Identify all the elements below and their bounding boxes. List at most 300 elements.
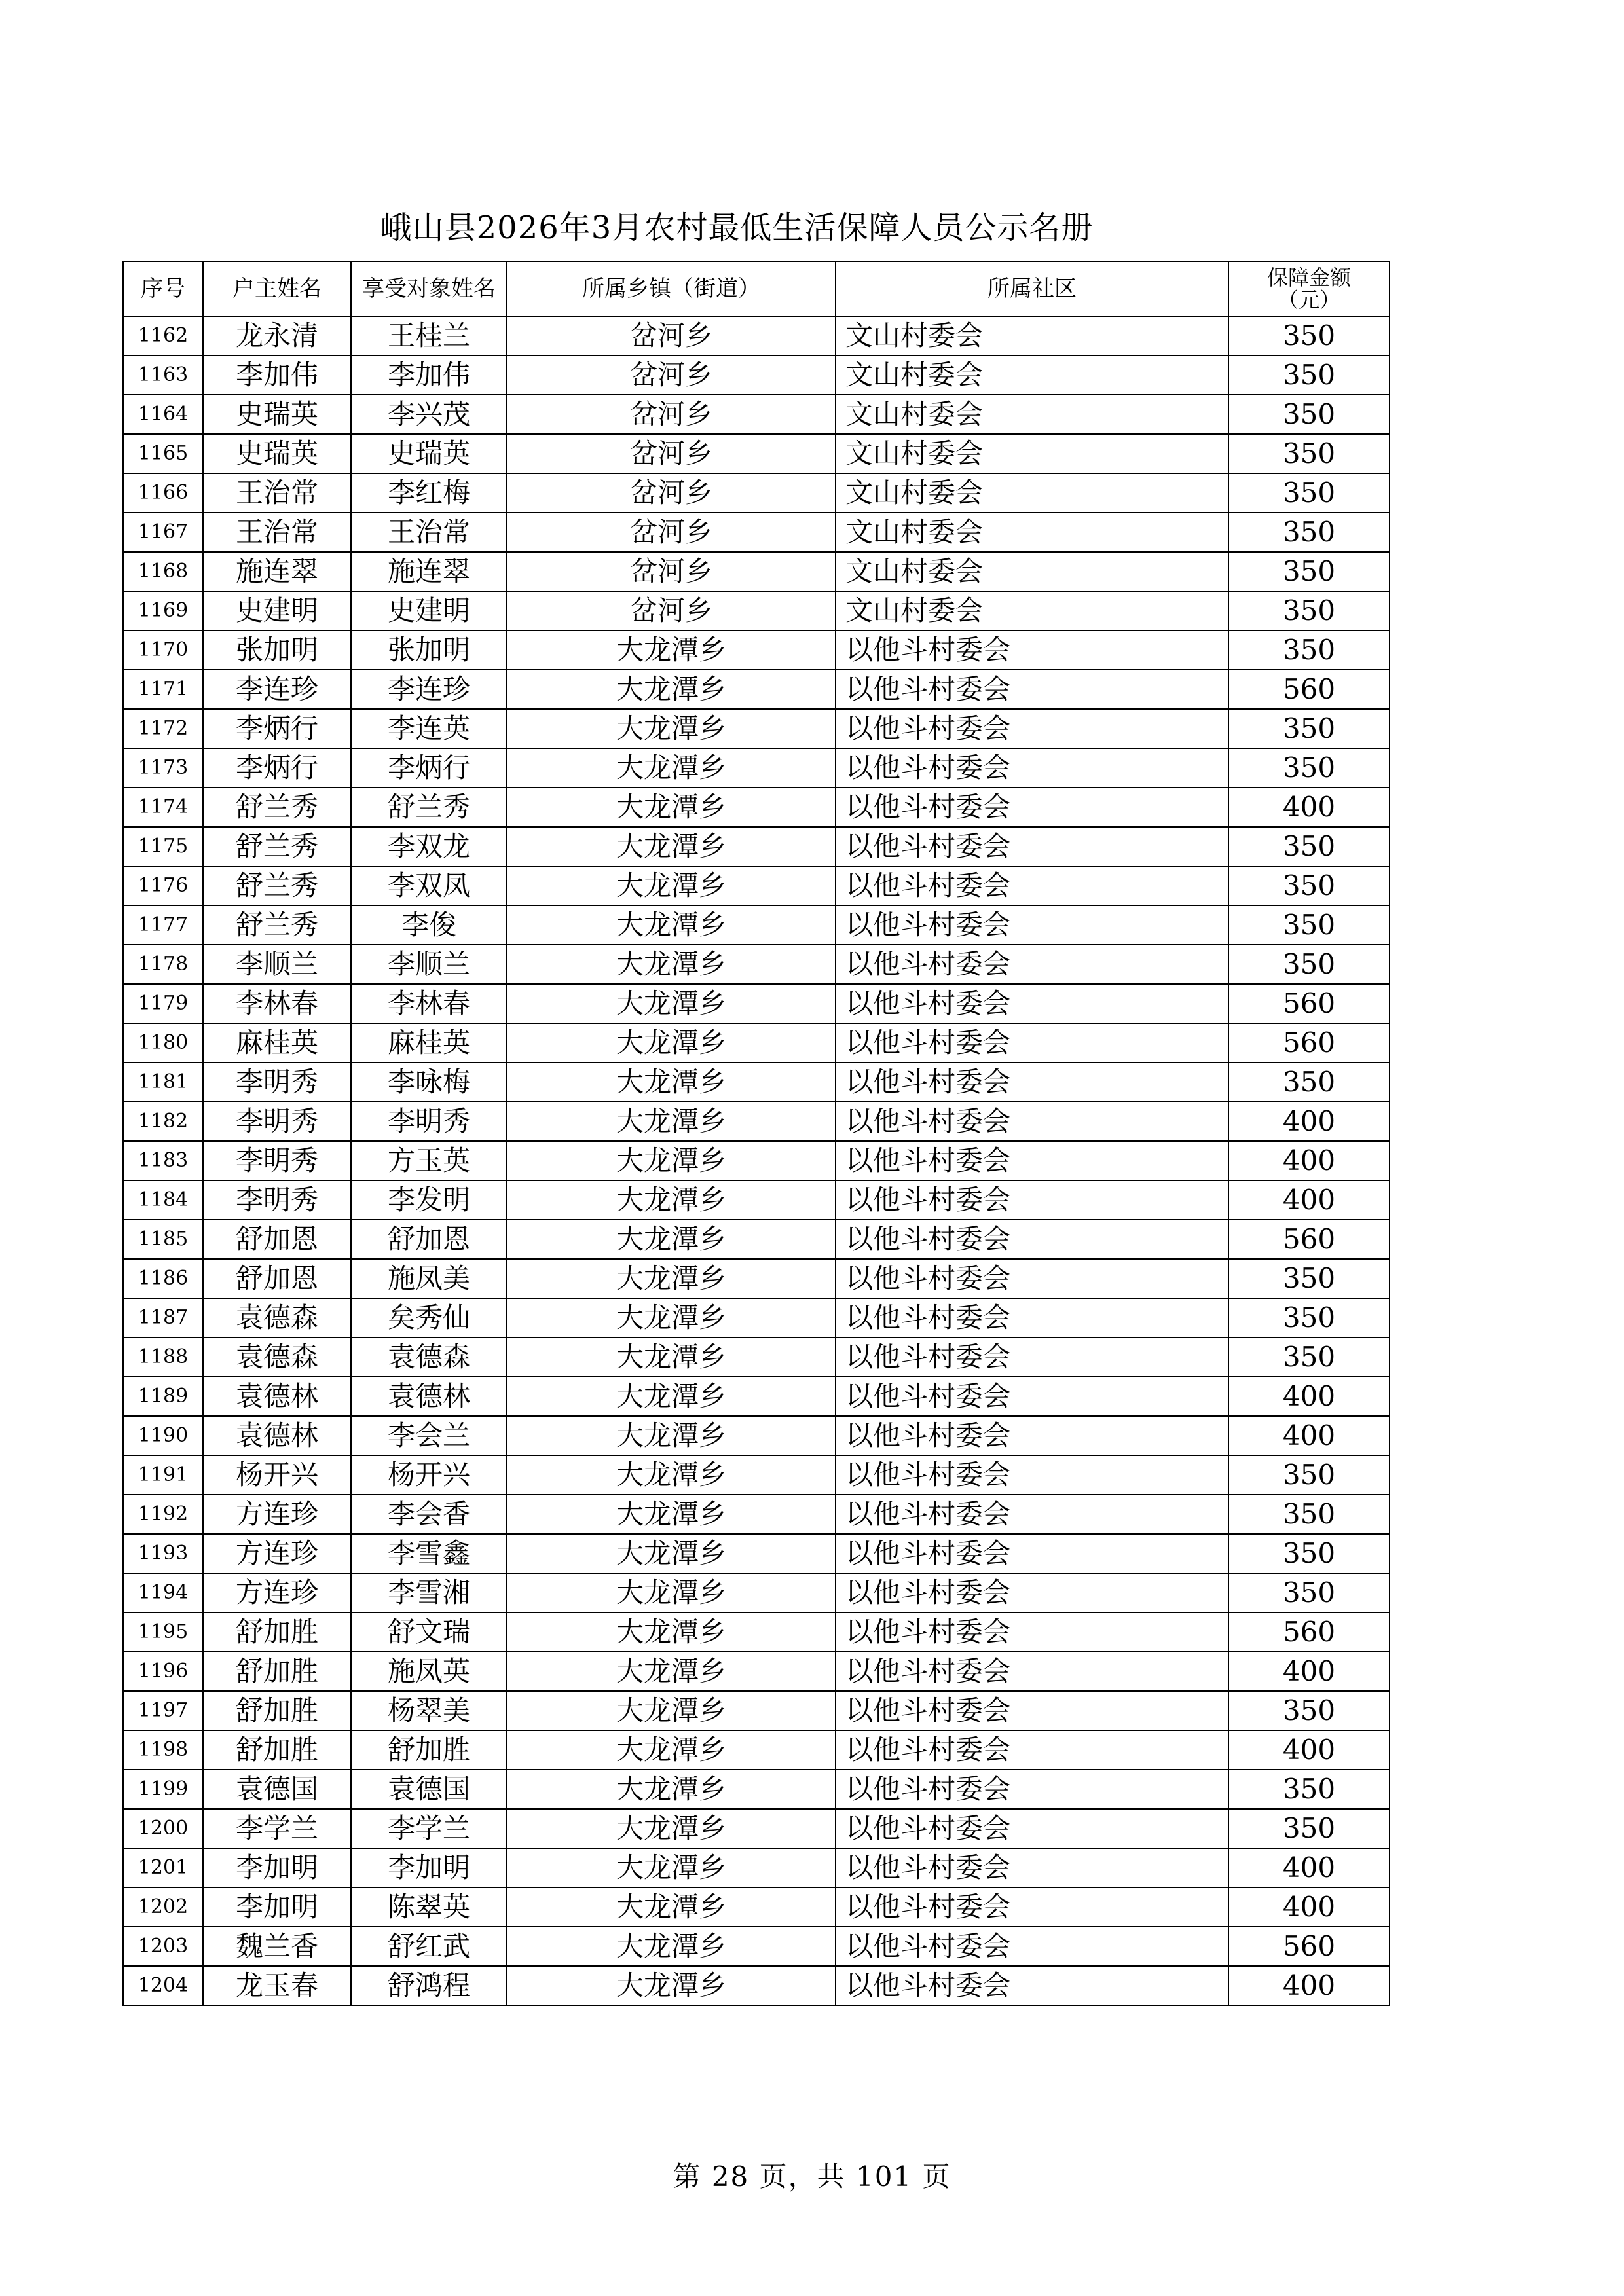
cell-beneficiary: 李炳行: [351, 748, 507, 788]
cell-beneficiary: 矣秀仙: [351, 1298, 507, 1338]
cell-amount: 400: [1228, 788, 1390, 827]
cell-householder: 袁德国: [203, 1770, 351, 1809]
cell-beneficiary: 施连翠: [351, 552, 507, 591]
table-row: [123, 1770, 1390, 1809]
cell-community: 以他斗村委会: [836, 984, 1228, 1023]
cell-amount: 400: [1228, 1848, 1390, 1887]
cell-community: 以他斗村委会: [836, 1377, 1228, 1416]
cell-householder: 袁德森: [203, 1338, 351, 1377]
cell-index: 1179: [123, 984, 203, 1023]
cell-householder: 李炳行: [203, 709, 351, 748]
table-row: [123, 1023, 1390, 1063]
table-row: [123, 1691, 1390, 1730]
cell-beneficiary: 李双龙: [351, 827, 507, 866]
cell-town: 岔河乡: [507, 473, 836, 513]
cell-community: 以他斗村委会: [836, 1613, 1228, 1652]
cell-town: 大龙潭乡: [507, 1220, 836, 1259]
table-row: [123, 1377, 1390, 1416]
table-row: [123, 1887, 1390, 1927]
cell-community: 以他斗村委会: [836, 748, 1228, 788]
header-index: 序号: [123, 261, 203, 316]
cell-householder: 李连珍: [203, 670, 351, 709]
cell-community: 以他斗村委会: [836, 1848, 1228, 1887]
cell-town: 大龙潭乡: [507, 1770, 836, 1809]
cell-index: 1185: [123, 1220, 203, 1259]
cell-amount: 560: [1228, 1613, 1390, 1652]
cell-community: 以他斗村委会: [836, 1141, 1228, 1180]
cell-index: 1173: [123, 748, 203, 788]
cell-index: 1183: [123, 1141, 203, 1180]
cell-index: 1181: [123, 1063, 203, 1102]
cell-beneficiary: 舒加恩: [351, 1220, 507, 1259]
cell-amount: 560: [1228, 1220, 1390, 1259]
cell-index: 1168: [123, 552, 203, 591]
cell-town: 大龙潭乡: [507, 905, 836, 945]
cell-town: 岔河乡: [507, 316, 836, 355]
cell-town: 大龙潭乡: [507, 1023, 836, 1063]
cell-beneficiary: 方玉英: [351, 1141, 507, 1180]
cell-amount: 400: [1228, 1652, 1390, 1691]
cell-beneficiary: 李加明: [351, 1848, 507, 1887]
cell-community: 文山村委会: [836, 355, 1228, 395]
cell-amount: 350: [1228, 552, 1390, 591]
cell-town: 大龙潭乡: [507, 1730, 836, 1770]
cell-index: 1204: [123, 1966, 203, 2005]
cell-beneficiary: 李明秀: [351, 1102, 507, 1141]
cell-householder: 张加明: [203, 630, 351, 670]
cell-beneficiary: 李连珍: [351, 670, 507, 709]
table-row: [123, 670, 1390, 709]
cell-community: 以他斗村委会: [836, 1023, 1228, 1063]
cell-community: 以他斗村委会: [836, 1180, 1228, 1220]
table-row: [123, 748, 1390, 788]
cell-amount: 350: [1228, 827, 1390, 866]
cell-community: 以他斗村委会: [836, 1652, 1228, 1691]
cell-town: 大龙潭乡: [507, 1927, 836, 1966]
cell-community: 以他斗村委会: [836, 1416, 1228, 1455]
cell-amount: 400: [1228, 1887, 1390, 1927]
table-row: [123, 1298, 1390, 1338]
cell-beneficiary: 李会香: [351, 1495, 507, 1534]
cell-town: 大龙潭乡: [507, 1887, 836, 1927]
cell-town: 岔河乡: [507, 395, 836, 434]
cell-beneficiary: 张加明: [351, 630, 507, 670]
cell-community: 以他斗村委会: [836, 1966, 1228, 2005]
cell-index: 1166: [123, 473, 203, 513]
cell-amount: 560: [1228, 1927, 1390, 1966]
cell-amount: 350: [1228, 1573, 1390, 1613]
cell-town: 大龙潭乡: [507, 1691, 836, 1730]
cell-amount: 350: [1228, 1809, 1390, 1848]
cell-town: 岔河乡: [507, 513, 836, 552]
cell-beneficiary: 杨翠美: [351, 1691, 507, 1730]
table-row: [123, 1534, 1390, 1573]
cell-amount: 400: [1228, 1377, 1390, 1416]
cell-amount: 350: [1228, 355, 1390, 395]
cell-householder: 方连珍: [203, 1573, 351, 1613]
cell-householder: 袁德森: [203, 1298, 351, 1338]
cell-beneficiary: 李兴茂: [351, 395, 507, 434]
cell-householder: 杨开兴: [203, 1455, 351, 1495]
cell-index: 1167: [123, 513, 203, 552]
table-row: [123, 1495, 1390, 1534]
cell-householder: 舒加胜: [203, 1613, 351, 1652]
cell-town: 大龙潭乡: [507, 984, 836, 1023]
cell-amount: 350: [1228, 630, 1390, 670]
cell-town: 岔河乡: [507, 552, 836, 591]
cell-index: 1175: [123, 827, 203, 866]
table-row: [123, 473, 1390, 513]
cell-beneficiary: 李连英: [351, 709, 507, 748]
cell-amount: 400: [1228, 1141, 1390, 1180]
page-title: 峨山县2026年3月农村最低生活保障人员公示名册: [380, 210, 1094, 246]
cell-town: 大龙潭乡: [507, 1495, 836, 1534]
cell-community: 以他斗村委会: [836, 1691, 1228, 1730]
roster-table: [122, 261, 1390, 2006]
cell-community: 文山村委会: [836, 473, 1228, 513]
table-row: [123, 552, 1390, 591]
cell-householder: 李林春: [203, 984, 351, 1023]
cell-town: 大龙潭乡: [507, 1809, 836, 1848]
table-row: [123, 630, 1390, 670]
cell-amount: 350: [1228, 748, 1390, 788]
cell-householder: 李学兰: [203, 1809, 351, 1848]
cell-householder: 史瑞英: [203, 434, 351, 473]
cell-town: 大龙潭乡: [507, 1180, 836, 1220]
cell-beneficiary: 施凤英: [351, 1652, 507, 1691]
cell-beneficiary: 袁德国: [351, 1770, 507, 1809]
cell-beneficiary: 史建明: [351, 591, 507, 630]
cell-amount: 350: [1228, 1338, 1390, 1377]
cell-householder: 舒加胜: [203, 1730, 351, 1770]
cell-town: 大龙潭乡: [507, 1338, 836, 1377]
cell-amount: 350: [1228, 1691, 1390, 1730]
cell-index: 1193: [123, 1534, 203, 1573]
cell-town: 大龙潭乡: [507, 670, 836, 709]
cell-amount: 350: [1228, 316, 1390, 355]
cell-amount: 350: [1228, 591, 1390, 630]
cell-beneficiary: 舒鸿程: [351, 1966, 507, 2005]
cell-amount: 400: [1228, 1416, 1390, 1455]
cell-amount: 400: [1228, 1102, 1390, 1141]
cell-householder: 袁德林: [203, 1377, 351, 1416]
cell-town: 大龙潭乡: [507, 1613, 836, 1652]
table-row: [123, 355, 1390, 395]
cell-householder: 李炳行: [203, 748, 351, 788]
cell-amount: 350: [1228, 1455, 1390, 1495]
cell-householder: 舒兰秀: [203, 788, 351, 827]
header-row: [123, 261, 1390, 316]
table-row: [123, 395, 1390, 434]
cell-community: 以他斗村委会: [836, 1259, 1228, 1298]
cell-index: 1174: [123, 788, 203, 827]
cell-householder: 魏兰香: [203, 1927, 351, 1966]
cell-town: 大龙潭乡: [507, 1259, 836, 1298]
cell-index: 1171: [123, 670, 203, 709]
table-row: [123, 316, 1390, 355]
table-row: [123, 984, 1390, 1023]
cell-amount: 560: [1228, 984, 1390, 1023]
cell-householder: 龙玉春: [203, 1966, 351, 2005]
cell-beneficiary: 史瑞英: [351, 434, 507, 473]
cell-community: 以他斗村委会: [836, 945, 1228, 984]
table-row: [123, 1809, 1390, 1848]
cell-householder: 李加明: [203, 1848, 351, 1887]
cell-community: 文山村委会: [836, 552, 1228, 591]
cell-index: 1197: [123, 1691, 203, 1730]
cell-index: 1163: [123, 355, 203, 395]
table-row: [123, 1416, 1390, 1455]
cell-index: 1189: [123, 1377, 203, 1416]
cell-beneficiary: 李红梅: [351, 473, 507, 513]
cell-town: 大龙潭乡: [507, 1455, 836, 1495]
cell-town: 大龙潭乡: [507, 1966, 836, 2005]
table-row: [123, 1180, 1390, 1220]
cell-community: 以他斗村委会: [836, 1730, 1228, 1770]
cell-index: 1165: [123, 434, 203, 473]
cell-beneficiary: 李学兰: [351, 1809, 507, 1848]
cell-index: 1186: [123, 1259, 203, 1298]
cell-householder: 龙永清: [203, 316, 351, 355]
cell-amount: 350: [1228, 513, 1390, 552]
cell-community: 以他斗村委会: [836, 1298, 1228, 1338]
cell-beneficiary: 陈翠英: [351, 1887, 507, 1927]
cell-beneficiary: 李顺兰: [351, 945, 507, 984]
table-row: [123, 1063, 1390, 1102]
cell-community: 以他斗村委会: [836, 1809, 1228, 1848]
table-row: [123, 1102, 1390, 1141]
cell-index: 1180: [123, 1023, 203, 1063]
cell-index: 1194: [123, 1573, 203, 1613]
cell-householder: 舒兰秀: [203, 827, 351, 866]
cell-community: 文山村委会: [836, 316, 1228, 355]
cell-town: 大龙潭乡: [507, 709, 836, 748]
cell-amount: 350: [1228, 1534, 1390, 1573]
cell-community: 以他斗村委会: [836, 1770, 1228, 1809]
cell-community: 文山村委会: [836, 513, 1228, 552]
cell-householder: 李加明: [203, 1887, 351, 1927]
cell-householder: 李加伟: [203, 355, 351, 395]
cell-amount: 400: [1228, 1180, 1390, 1220]
cell-householder: 袁德林: [203, 1416, 351, 1455]
cell-householder: 施连翠: [203, 552, 351, 591]
page-footer: 第 28 页，共 101 页: [673, 2160, 951, 2193]
cell-amount: 350: [1228, 434, 1390, 473]
cell-householder: 王治常: [203, 513, 351, 552]
cell-amount: 350: [1228, 1259, 1390, 1298]
cell-community: 以他斗村委会: [836, 1102, 1228, 1141]
cell-beneficiary: 麻桂英: [351, 1023, 507, 1063]
table-row: [123, 1141, 1390, 1180]
cell-town: 岔河乡: [507, 434, 836, 473]
cell-beneficiary: 王桂兰: [351, 316, 507, 355]
cell-amount: 350: [1228, 1063, 1390, 1102]
table-header: [123, 261, 1390, 316]
cell-amount: 350: [1228, 1495, 1390, 1534]
cell-town: 大龙潭乡: [507, 1652, 836, 1691]
cell-index: 1182: [123, 1102, 203, 1141]
cell-town: 大龙潭乡: [507, 1298, 836, 1338]
table-row: [123, 1613, 1390, 1652]
cell-index: 1172: [123, 709, 203, 748]
cell-amount: 560: [1228, 1023, 1390, 1063]
cell-community: 以他斗村委会: [836, 1220, 1228, 1259]
header-beneficiary: 享受对象姓名: [351, 261, 507, 316]
cell-town: 大龙潭乡: [507, 945, 836, 984]
cell-index: 1176: [123, 866, 203, 905]
cell-community: 以他斗村委会: [836, 827, 1228, 866]
table-row: [123, 434, 1390, 473]
table-row: [123, 1652, 1390, 1691]
cell-householder: 舒兰秀: [203, 866, 351, 905]
cell-beneficiary: 舒加胜: [351, 1730, 507, 1770]
cell-index: 1177: [123, 905, 203, 945]
cell-community: 以他斗村委会: [836, 1573, 1228, 1613]
cell-beneficiary: 施凤美: [351, 1259, 507, 1298]
header-amount-line2: （元）: [1277, 287, 1340, 312]
cell-beneficiary: 李加伟: [351, 355, 507, 395]
table-row: [123, 827, 1390, 866]
cell-town: 大龙潭乡: [507, 1534, 836, 1573]
cell-amount: 400: [1228, 1966, 1390, 2005]
cell-beneficiary: 舒红武: [351, 1927, 507, 1966]
cell-town: 岔河乡: [507, 355, 836, 395]
cell-beneficiary: 李双凤: [351, 866, 507, 905]
table-row: [123, 1259, 1390, 1298]
cell-town: 岔河乡: [507, 591, 836, 630]
cell-beneficiary: 李会兰: [351, 1416, 507, 1455]
cell-community: 以他斗村委会: [836, 1455, 1228, 1495]
cell-index: 1169: [123, 591, 203, 630]
cell-beneficiary: 李雪鑫: [351, 1534, 507, 1573]
cell-community: 以他斗村委会: [836, 1063, 1228, 1102]
cell-amount: 350: [1228, 1298, 1390, 1338]
cell-town: 大龙潭乡: [507, 748, 836, 788]
cell-householder: 王治常: [203, 473, 351, 513]
cell-householder: 李明秀: [203, 1141, 351, 1180]
table-row: [123, 1927, 1390, 1966]
cell-householder: 李明秀: [203, 1063, 351, 1102]
cell-amount: 350: [1228, 905, 1390, 945]
cell-index: 1202: [123, 1887, 203, 1927]
cell-town: 大龙潭乡: [507, 788, 836, 827]
cell-householder: 舒加胜: [203, 1691, 351, 1730]
cell-beneficiary: 李俊: [351, 905, 507, 945]
cell-index: 1201: [123, 1848, 203, 1887]
cell-householder: 李明秀: [203, 1102, 351, 1141]
cell-index: 1192: [123, 1495, 203, 1534]
table-row: [123, 1455, 1390, 1495]
table-row: [123, 1730, 1390, 1770]
header-community: 所属社区: [836, 261, 1228, 316]
cell-index: 1162: [123, 316, 203, 355]
cell-beneficiary: 李咏梅: [351, 1063, 507, 1102]
cell-community: 以他斗村委会: [836, 1495, 1228, 1534]
header-amount: [1228, 261, 1390, 316]
cell-index: 1170: [123, 630, 203, 670]
cell-householder: 舒加胜: [203, 1652, 351, 1691]
cell-index: 1199: [123, 1770, 203, 1809]
table-row: [123, 513, 1390, 552]
cell-town: 大龙潭乡: [507, 1573, 836, 1613]
cell-householder: 舒加恩: [203, 1259, 351, 1298]
cell-beneficiary: 杨开兴: [351, 1455, 507, 1495]
cell-index: 1187: [123, 1298, 203, 1338]
cell-town: 大龙潭乡: [507, 1063, 836, 1102]
table-row: [123, 788, 1390, 827]
cell-beneficiary: 李林春: [351, 984, 507, 1023]
table-body: [123, 316, 1390, 2005]
cell-community: 以他斗村委会: [836, 709, 1228, 748]
cell-amount: 350: [1228, 945, 1390, 984]
cell-beneficiary: 李发明: [351, 1180, 507, 1220]
cell-householder: 舒兰秀: [203, 905, 351, 945]
header-householder: 户主姓名: [203, 261, 351, 316]
cell-beneficiary: 舒兰秀: [351, 788, 507, 827]
cell-amount: 400: [1228, 1730, 1390, 1770]
cell-amount: 350: [1228, 473, 1390, 513]
cell-amount: 350: [1228, 1770, 1390, 1809]
table-row: [123, 1848, 1390, 1887]
cell-community: 文山村委会: [836, 395, 1228, 434]
cell-community: 以他斗村委会: [836, 788, 1228, 827]
table-row: [123, 1338, 1390, 1377]
cell-town: 大龙潭乡: [507, 827, 836, 866]
cell-beneficiary: 李雪湘: [351, 1573, 507, 1613]
cell-householder: 舒加恩: [203, 1220, 351, 1259]
cell-householder: 方连珍: [203, 1495, 351, 1534]
cell-index: 1195: [123, 1613, 203, 1652]
cell-community: 文山村委会: [836, 434, 1228, 473]
table-row: [123, 709, 1390, 748]
header-amount-line1: 保障金额: [1266, 265, 1351, 290]
cell-amount: 350: [1228, 866, 1390, 905]
table-row: [123, 1966, 1390, 2005]
cell-town: 大龙潭乡: [507, 1377, 836, 1416]
cell-index: 1198: [123, 1730, 203, 1770]
table-row: [123, 905, 1390, 945]
header-town: 所属乡镇（街道）: [507, 261, 836, 316]
cell-town: 大龙潭乡: [507, 630, 836, 670]
cell-community: 以他斗村委会: [836, 866, 1228, 905]
cell-town: 大龙潭乡: [507, 1848, 836, 1887]
cell-index: 1184: [123, 1180, 203, 1220]
cell-community: 以他斗村委会: [836, 1927, 1228, 1966]
cell-town: 大龙潭乡: [507, 1416, 836, 1455]
table-row: [123, 866, 1390, 905]
cell-index: 1196: [123, 1652, 203, 1691]
cell-amount: 560: [1228, 670, 1390, 709]
cell-town: 大龙潭乡: [507, 1141, 836, 1180]
cell-community: 以他斗村委会: [836, 1534, 1228, 1573]
cell-index: 1203: [123, 1927, 203, 1966]
table-row: [123, 945, 1390, 984]
cell-householder: 史瑞英: [203, 395, 351, 434]
cell-amount: 350: [1228, 395, 1390, 434]
cell-beneficiary: 袁德林: [351, 1377, 507, 1416]
cell-community: 以他斗村委会: [836, 905, 1228, 945]
cell-beneficiary: 袁德森: [351, 1338, 507, 1377]
cell-householder: 方连珍: [203, 1534, 351, 1573]
cell-community: 以他斗村委会: [836, 1887, 1228, 1927]
cell-town: 大龙潭乡: [507, 866, 836, 905]
cell-index: 1190: [123, 1416, 203, 1455]
cell-amount: 350: [1228, 709, 1390, 748]
cell-index: 1200: [123, 1809, 203, 1848]
cell-index: 1178: [123, 945, 203, 984]
cell-index: 1188: [123, 1338, 203, 1377]
cell-index: 1164: [123, 395, 203, 434]
